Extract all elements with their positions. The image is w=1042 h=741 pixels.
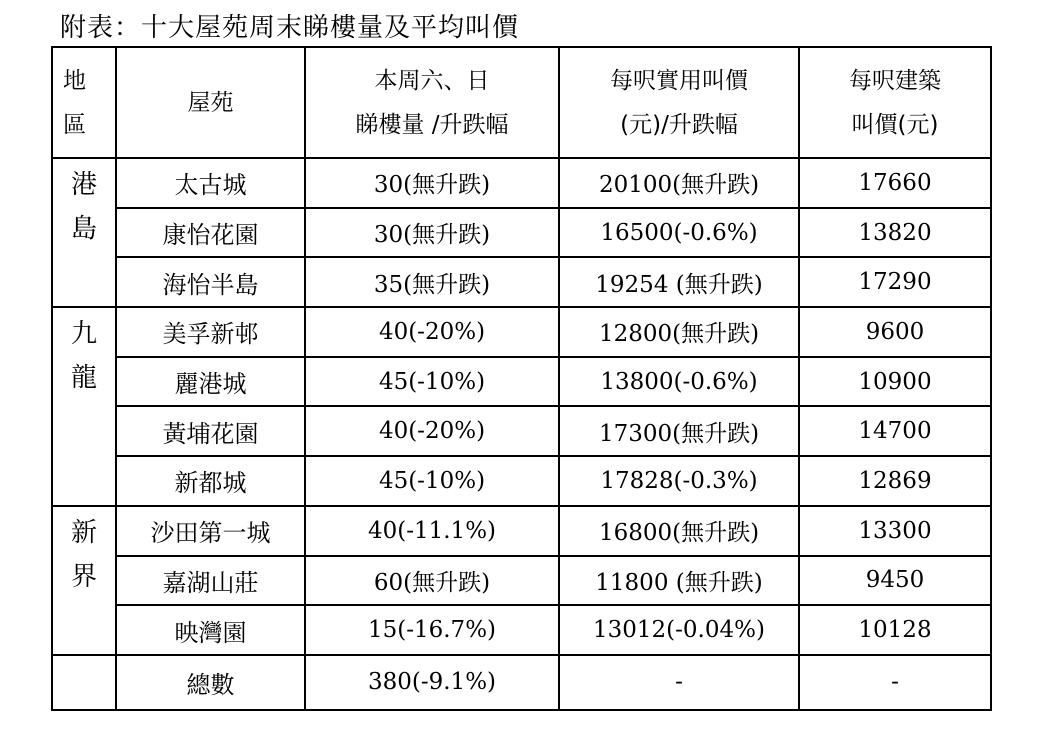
total-viewings: 380(-9.1%) bbox=[305, 655, 559, 710]
gross-price: 10900 bbox=[799, 357, 991, 407]
viewing-count: 40(-11.1%) bbox=[305, 506, 559, 556]
gross-price: 12869 bbox=[799, 456, 991, 506]
header-saleable-line2: (元)/升跌幅 bbox=[620, 111, 738, 138]
viewing-count: 40(-20%) bbox=[305, 307, 559, 357]
viewing-count: 40(-20%) bbox=[305, 406, 559, 456]
saleable-price: 17828(-0.3%) bbox=[559, 456, 799, 506]
region-name-char: 龍 bbox=[70, 363, 97, 394]
header-price-saleable bbox=[559, 47, 799, 158]
viewing-count: 45(-10%) bbox=[305, 456, 559, 506]
viewing-count: 30(無升跌) bbox=[305, 208, 559, 258]
viewing-count: 35(無升跌) bbox=[305, 257, 559, 307]
gross-price: 10128 bbox=[799, 605, 991, 655]
saleable-price: 12800(無升跌) bbox=[559, 307, 799, 357]
estate-name: 太古城 bbox=[116, 158, 305, 208]
viewing-count: 60(無升跌) bbox=[305, 556, 559, 606]
gross-price: 9600 bbox=[799, 307, 991, 357]
table-row bbox=[52, 556, 991, 606]
table-row bbox=[52, 307, 991, 357]
total-gross: - bbox=[799, 655, 991, 710]
region-cell bbox=[52, 307, 116, 506]
region-name-char: 島 bbox=[70, 214, 97, 245]
header-gross-line1: 每呎建築 bbox=[849, 67, 941, 94]
region-cell bbox=[52, 506, 116, 655]
region-name-char: 九 bbox=[70, 319, 97, 350]
gross-price: 13300 bbox=[799, 506, 991, 556]
estate-name: 美孚新邨 bbox=[116, 307, 305, 357]
saleable-price: 13800(-0.6%) bbox=[559, 357, 799, 407]
saleable-price: 20100(無升跌) bbox=[559, 158, 799, 208]
gross-price: 17660 bbox=[799, 158, 991, 208]
header-region-line1: 地 bbox=[63, 67, 86, 94]
estate-name: 康怡花園 bbox=[116, 208, 305, 258]
header-row bbox=[52, 47, 991, 158]
header-viewings-line1: 本周六、日 bbox=[374, 67, 490, 94]
table-row bbox=[52, 257, 991, 307]
estate-name: 海怡半島 bbox=[116, 257, 305, 307]
total-saleable: - bbox=[559, 655, 799, 710]
header-saleable-line1: 每呎實用叫價 bbox=[610, 67, 748, 94]
viewing-count: 45(-10%) bbox=[305, 357, 559, 407]
total-label: 總數 bbox=[116, 655, 305, 710]
gross-price: 13820 bbox=[799, 208, 991, 258]
gross-price: 14700 bbox=[799, 406, 991, 456]
estate-name: 麗港城 bbox=[116, 357, 305, 407]
table-row bbox=[52, 605, 991, 655]
table-title: 附表：十大屋苑周末睇樓量及平均叫價 bbox=[60, 13, 520, 43]
estate-name: 黃埔花園 bbox=[116, 406, 305, 456]
estate-name: 映灣園 bbox=[116, 605, 305, 655]
saleable-price: 19254 (無升跌) bbox=[559, 257, 799, 307]
table-row bbox=[52, 357, 991, 407]
estate-name: 新都城 bbox=[116, 456, 305, 506]
gross-price: 17290 bbox=[799, 257, 991, 307]
header-region-line2: 區 bbox=[63, 111, 86, 138]
total-region-cell bbox=[52, 655, 116, 710]
header-viewings bbox=[305, 47, 559, 158]
estate-name: 沙田第一城 bbox=[116, 506, 305, 556]
region-cell bbox=[52, 158, 116, 307]
table-row bbox=[52, 208, 991, 258]
table-row bbox=[52, 406, 991, 456]
table-row bbox=[52, 158, 991, 208]
region-name-char: 界 bbox=[70, 561, 97, 592]
saleable-price: 16800(無升跌) bbox=[559, 506, 799, 556]
header-price-gross bbox=[799, 47, 991, 158]
table-row bbox=[52, 456, 991, 506]
estate-name: 嘉湖山莊 bbox=[116, 556, 305, 606]
saleable-price: 11800 (無升跌) bbox=[559, 556, 799, 606]
gross-price: 9450 bbox=[799, 556, 991, 606]
region-name-char: 新 bbox=[70, 517, 97, 548]
viewing-count: 30(無升跌) bbox=[305, 158, 559, 208]
saleable-price: 13012(-0.04%) bbox=[559, 605, 799, 655]
saleable-price: 17300(無升跌) bbox=[559, 406, 799, 456]
header-gross-line2: 叫價(元) bbox=[851, 111, 939, 138]
estate-viewing-table bbox=[51, 46, 992, 711]
table-row bbox=[52, 506, 991, 556]
header-viewings-line2: 睇樓量 /升跌幅 bbox=[355, 111, 509, 138]
header-region bbox=[52, 47, 116, 158]
total-row bbox=[52, 655, 991, 710]
header-estate: 屋苑 bbox=[116, 47, 305, 158]
saleable-price: 16500(-0.6%) bbox=[559, 208, 799, 258]
region-name-char: 港 bbox=[70, 170, 97, 201]
viewing-count: 15(-16.7%) bbox=[305, 605, 559, 655]
